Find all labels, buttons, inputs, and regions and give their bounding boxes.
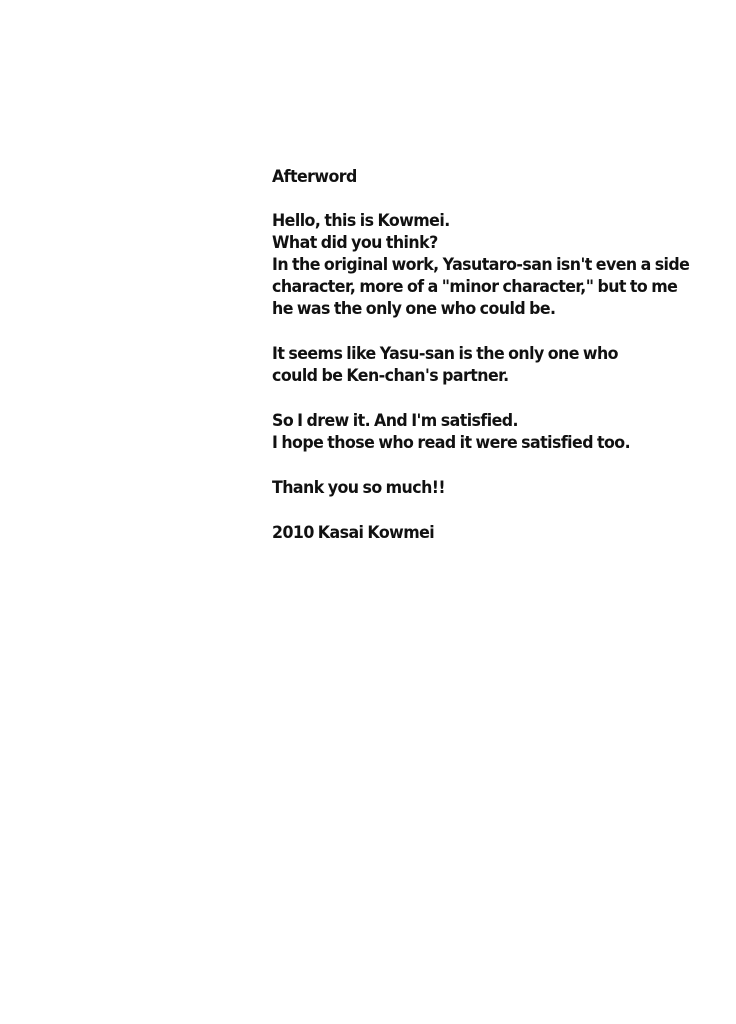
signature: 2010 Kasai Kowmei [272,523,435,543]
paragraph-satisfied [272,410,681,454]
text-line: he was the only one who could be. [272,299,556,319]
text-line: So I drew it. And I'm satisfied. [272,411,518,431]
text-line: character, more of a "minor character," but to me [272,277,678,297]
text-line: What did you think? [272,233,438,253]
text-line: could be Ken-chan's partner. [272,366,509,386]
text-line: Hello, this is Kowmei. [272,211,450,231]
text-line: Thank you so much!! [272,478,446,498]
text-line: In the original work, Yasutaro-san isn't even a side [272,255,690,275]
afterword-text-block [272,166,690,544]
text-line: It seems like Yasu-san is the only one who [272,344,618,364]
text-line: I hope those who read it were satisfied too. [272,433,631,453]
afterword-title: Afterword [272,167,357,187]
paragraph-thanks [272,477,681,499]
paragraph-partner [272,343,681,387]
paragraph-greeting [272,210,690,320]
